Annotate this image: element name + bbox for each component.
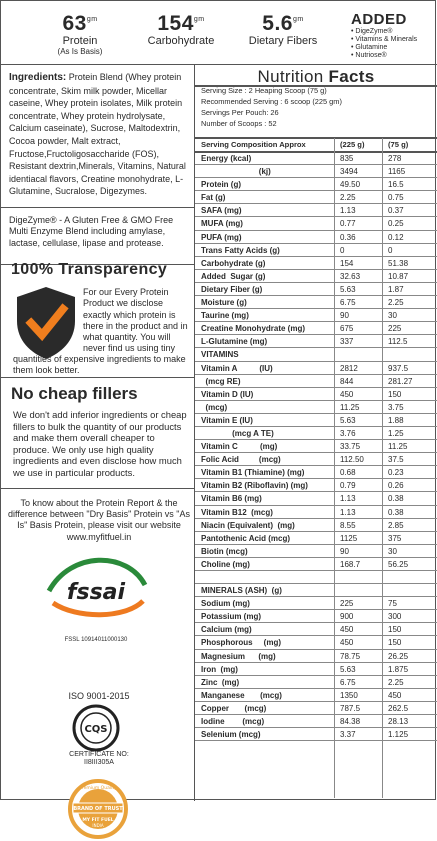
table-row: [195, 322, 437, 335]
value-225g: 8.55: [340, 520, 356, 530]
table-row: [195, 492, 437, 505]
row-label: Dietary Fiber (g): [201, 284, 263, 294]
transparency-text: For our Every Protein Product we disclose exactly which protein is there in the product and in what quantity. You will never find us using tiny: [83, 287, 188, 354]
table-row: [195, 335, 437, 348]
table-row: [195, 296, 437, 309]
row-label: Vitamin B12 (mcg): [201, 507, 273, 517]
row-label: Copper (mcg): [201, 703, 267, 713]
value-75g: 0.38: [388, 507, 404, 517]
value-75g: 937.5: [388, 363, 409, 373]
table-row: [195, 676, 437, 689]
table-row: [195, 466, 437, 479]
value-75g: 0: [388, 245, 393, 255]
iso-certificate: [51, 751, 147, 767]
value-75g: 450: [388, 690, 402, 700]
value-225g: 32.63: [340, 271, 361, 281]
trust-badge-country: INDIA: [92, 823, 104, 828]
table-row: [195, 584, 437, 597]
ingredients-label: Ingredients:: [9, 72, 67, 83]
row-label: Moisture (g): [201, 298, 247, 308]
row-label: PUFA (mg): [201, 232, 242, 242]
value-225g: 0.79: [340, 481, 356, 491]
table-row: [195, 401, 437, 414]
value-75g: 75: [388, 599, 397, 609]
value-75g: 1.25: [388, 428, 404, 438]
row-label: Iodine (mcg): [201, 717, 265, 727]
value-225g: 5.63: [340, 284, 356, 294]
table-row: [195, 558, 437, 571]
table-row: [195, 388, 437, 401]
row-label: Trans Fatty Acids (g): [201, 245, 280, 255]
value-225g: 787.5: [340, 703, 361, 713]
value-225g: 450: [340, 389, 354, 399]
table-row: [195, 440, 437, 453]
added-box: [351, 11, 417, 60]
value-225g: 112.50: [340, 455, 364, 465]
table-row: [195, 636, 437, 649]
value-225g: 5.63: [340, 664, 356, 674]
value-75g: 2.25: [388, 298, 404, 308]
value-225g: 6.75: [340, 298, 356, 308]
stat-value: 5.6: [262, 12, 293, 35]
table-row: [195, 217, 437, 230]
value-225g: 835: [340, 154, 354, 163]
table-row: [195, 506, 437, 519]
value-225g: 1.13: [340, 494, 356, 504]
row-label: Iron (mg): [201, 664, 238, 674]
value-225g: 1.13: [340, 507, 356, 517]
stat-unit: gm: [292, 16, 304, 23]
table-row: [195, 623, 437, 636]
value-75g: 0.26: [388, 481, 404, 491]
value-75g: 1.125: [388, 730, 409, 740]
table-row: [195, 270, 437, 283]
table-row: [195, 571, 437, 584]
value-75g: 0.38: [388, 494, 404, 504]
value-75g: 26.25: [388, 651, 409, 661]
row-label: Vitamin D (IU): [201, 389, 254, 399]
column-header: Serving Composition Approx: [201, 140, 306, 149]
stat-carbohydrate: [133, 9, 229, 47]
added-item: • DigeZyme®: [351, 28, 393, 35]
row-label: Choline (mg): [201, 559, 250, 569]
column-header: (225 g): [340, 140, 365, 149]
row-label: Pantothenic Acid (mcg): [201, 533, 291, 543]
stat-unit: gm: [193, 16, 205, 23]
nutrition-table: [195, 152, 437, 741]
row-label: Vitamin E (IU): [201, 415, 253, 425]
nutrition-title: [195, 67, 437, 87]
transparency-text-cont: quantities of expensive ingredients to make them look better.: [13, 354, 186, 376]
value-75g: 375: [388, 533, 402, 543]
row-label: Creatine Monohydrate (mg): [201, 324, 306, 334]
table-row: [195, 362, 437, 375]
value-75g: 0.23: [388, 468, 404, 478]
row-label: (mcg RE): [201, 376, 241, 386]
added-item: • Nutriose®: [351, 52, 387, 59]
divider: [1, 377, 195, 378]
brand-of-trust-badge: [67, 777, 129, 841]
table-row: [195, 663, 437, 676]
value-75g: 150: [388, 625, 402, 635]
row-label: MUFA (mg): [201, 219, 243, 229]
fillers-title: No cheap fillers: [11, 384, 138, 403]
table-row: [195, 427, 437, 440]
trust-badge-top: Premium Quality: [79, 786, 117, 791]
number-of-scoops: Number of Scoops : 52: [201, 119, 277, 128]
table-row: [195, 650, 437, 663]
row-label: Fat (g): [201, 193, 226, 203]
value-225g: 33.75: [340, 442, 361, 452]
value-225g: 1.13: [340, 206, 356, 216]
value-75g: 56.25: [388, 559, 409, 569]
nutrition-title-bold: Facts: [328, 67, 375, 86]
trust-badge-brand: MY FIT FUEL: [82, 818, 114, 823]
row-label: Vitamin B2 (Riboflavin) (mg): [201, 481, 308, 491]
value-75g: 30: [388, 546, 397, 556]
ingredients-list: Protein Blend (Whey protein concentrate, Skim milk powder, Micellar caseine, Whey protein isolates, Milk protein concentrate, Whey protein hydrolysate, Calcium caseinate), Sucrose, Maltodextrin, Cocoa powder, Malt extract, Fructose,Fructoligosaccharide (FOS), Resistant dextrin,Minerals, Vitamins, Natural identiacal flavors, Creatine monohydrate, L-Glutamine, Sucralose, Digezymes.: [9, 72, 186, 197]
table-row: [195, 610, 437, 623]
table-row: [195, 728, 437, 741]
value-225g: 675: [340, 324, 354, 334]
row-label: Folic Acid (mcg): [201, 455, 281, 465]
serving-size: Serving Size : 2 Heaping Scoop (75 g): [201, 86, 327, 95]
nutrition-facts-panel: [195, 65, 437, 801]
row-label: Potassium (mg): [201, 612, 262, 622]
trust-badge-mid: BRAND OF TRUST: [73, 806, 123, 812]
fillers-text: We don't add inferior ingredients or cheap fillers to bulk the quantity of our products and make them overall cheaper to produce. We only use high quality ingredients and even disclose how much we use in particular products.: [13, 409, 187, 478]
value-225g: 90: [340, 546, 349, 556]
value-75g: 11.25: [388, 442, 408, 452]
row-label: Selenium (mcg): [201, 730, 261, 740]
stat-label: Protein: [62, 35, 98, 47]
table-row: [195, 152, 437, 165]
stat-unit: gm: [86, 16, 98, 23]
value-75g: 1165: [388, 167, 406, 177]
value-225g: 2.25: [340, 193, 356, 203]
row-label: Vitamin B6 (mg): [201, 494, 262, 504]
value-225g: 0.77: [340, 219, 356, 229]
stat-dietary-fibers: [233, 9, 333, 47]
value-75g: 37.5: [388, 455, 404, 465]
value-225g: 3494: [340, 167, 358, 177]
table-row: [195, 519, 437, 532]
table-row: [195, 191, 437, 204]
recommended-serving: Recommended Serving : 6 scoop (225 gm): [201, 97, 342, 106]
row-label: Sodium (mg): [201, 599, 250, 609]
row-label: SAFA (mg): [201, 206, 242, 216]
fssai-license: FSSL 10914011000130: [64, 637, 128, 643]
value-75g: 150: [388, 389, 402, 399]
value-75g: 2.25: [388, 677, 404, 687]
added-item: • Vitamins & Minerals: [351, 36, 418, 43]
row-label: Carbohydrate (g): [201, 258, 266, 268]
serving-info: [201, 85, 433, 129]
nutrition-title-light: Nutrition: [257, 67, 329, 86]
iso-seal-text: CQS: [84, 724, 108, 735]
row-label: Vitamin A (IU): [201, 363, 273, 373]
stat-sub: (As Is Basis): [57, 47, 103, 56]
value-75g: 3.75: [388, 402, 404, 412]
row-label: Protein (g): [201, 180, 241, 190]
iso-cert-label: CERTIFICATE NO:: [69, 751, 129, 758]
table-row: [195, 414, 437, 427]
table-row: [195, 283, 437, 296]
row-label: Vitamin C (mg): [201, 442, 278, 452]
row-label: MINERALS (ASH) (g): [201, 586, 282, 596]
table-row: [195, 204, 437, 217]
value-75g: 0.25: [388, 219, 404, 229]
value-225g: 168.7: [340, 559, 361, 569]
value-225g: 1350: [340, 690, 358, 700]
table-row: [195, 348, 437, 361]
value-225g: 1125: [340, 533, 358, 543]
row-label: Manganese (mcg): [201, 690, 282, 700]
table-row: [195, 702, 437, 715]
added-title: ADDED: [351, 11, 407, 28]
table-row: [195, 231, 437, 244]
row-label: Vitamin B1 (Thiamine) (mg): [201, 468, 305, 478]
table-row: [195, 532, 437, 545]
table-row: [195, 715, 437, 728]
table-row: [195, 597, 437, 610]
value-225g: 6.75: [340, 677, 356, 687]
iso-cert-number: II8III305A: [84, 759, 114, 766]
value-75g: 30: [388, 311, 397, 321]
value-225g: 49.50: [340, 180, 361, 190]
row-label: Zinc (mg): [201, 677, 240, 687]
stat-value: 154: [157, 12, 194, 35]
table-row: [195, 479, 437, 492]
value-225g: 0.36: [340, 232, 356, 242]
transparency-title: 100% Transparency: [11, 261, 168, 278]
value-75g: 16.5: [388, 180, 404, 190]
value-225g: 78.75: [340, 651, 361, 661]
stat-protein: [45, 9, 115, 56]
value-225g: 5.63: [340, 415, 356, 425]
value-225g: 0: [340, 245, 345, 255]
row-label: Added Sugar (g): [201, 271, 266, 281]
digezyme-note: DigeZyme® - A Gluten Free & GMO Free Multi Enzyme Blend including amylase, lactase, cellulase, lipase and protease.: [9, 215, 174, 248]
value-75g: 0.37: [388, 206, 404, 216]
table-row: [195, 178, 437, 191]
column-header: (75 g): [388, 140, 409, 149]
added-item: • Glutamine: [351, 44, 388, 51]
row-label: Taurine (mg): [201, 311, 249, 321]
iso-seal-icon: [61, 703, 131, 753]
value-75g: 2.85: [388, 520, 404, 530]
protein-report-note: To know about the Protein Report & the difference between "Dry Basis" Protein vs "As Is" Basis Protein, please visit our website www.myfitfuel.in: [8, 498, 190, 542]
row-label: Phosphorous (mg): [201, 638, 281, 648]
value-225g: 3.76: [340, 428, 356, 438]
value-225g: 154: [340, 258, 354, 268]
value-75g: 1.875: [388, 664, 409, 674]
row-label: VITAMINS: [201, 350, 239, 360]
shield-check-icon: [13, 285, 79, 361]
value-75g: 28.13: [388, 717, 409, 727]
fssai-logo-text: fssai: [66, 580, 126, 605]
table-row: [195, 545, 437, 558]
row-label: (mcg): [201, 402, 228, 412]
table-row: [195, 165, 437, 178]
table-row: [195, 375, 437, 388]
row-label: Niacin (Equivalent) (mg): [201, 520, 295, 530]
value-225g: 337: [340, 337, 354, 347]
stat-label: Dietary Fibers: [248, 35, 318, 47]
stat-label: Carbohydrate: [147, 35, 215, 47]
value-225g: 450: [340, 625, 354, 635]
value-225g: 90: [340, 311, 349, 321]
row-label: (kj): [201, 167, 271, 177]
value-75g: 281.27: [388, 376, 413, 386]
value-75g: 0.12: [388, 232, 404, 242]
added-list: [351, 28, 417, 60]
value-225g: 84.38: [340, 717, 361, 727]
ingredients-text: [9, 71, 193, 198]
value-225g: 0.68: [340, 468, 356, 478]
value-75g: 112.5: [388, 337, 408, 347]
value-225g: 3.37: [340, 730, 356, 740]
row-label: Magnesium (mg): [201, 651, 276, 661]
table-row: [195, 257, 437, 270]
value-225g: 11.25: [340, 402, 360, 412]
value-75g: 225: [388, 324, 402, 334]
value-225g: 844: [340, 376, 354, 386]
table-row: [195, 309, 437, 322]
fssai-logo: [41, 555, 151, 625]
servings-per-pouch: Servings Per Pouch: 26: [201, 108, 279, 117]
value-225g: 225: [340, 599, 354, 609]
value-75g: 10.87: [388, 271, 409, 281]
value-75g: 51.38: [388, 258, 409, 268]
left-column: [1, 65, 195, 828]
value-225g: 900: [340, 612, 354, 622]
value-75g: 1.87: [388, 284, 404, 294]
value-225g: 2812: [340, 363, 358, 373]
value-75g: 262.5: [388, 703, 409, 713]
row-label: Biotin (mcg): [201, 546, 248, 556]
table-row: [195, 244, 437, 257]
row-label: Calcium (mg): [201, 625, 252, 635]
divider: [1, 488, 195, 489]
value-75g: 278: [388, 154, 402, 163]
row-label: (mcg A TE): [201, 428, 274, 438]
row-label: Energy (kcal): [201, 154, 252, 163]
value-75g: 300: [388, 612, 402, 622]
value-75g: 150: [388, 638, 402, 648]
table-header: [195, 138, 437, 152]
row-label: L-Glutamine (mg): [201, 337, 268, 347]
table-row: [195, 689, 437, 702]
stat-value: 63: [62, 12, 87, 35]
value-75g: 1.88: [388, 415, 404, 425]
table-row: [195, 453, 437, 466]
value-225g: 450: [340, 638, 354, 648]
value-75g: 0.75: [388, 193, 404, 203]
stats-bar: [1, 1, 437, 65]
iso-title: ISO 9001-2015: [68, 691, 130, 701]
